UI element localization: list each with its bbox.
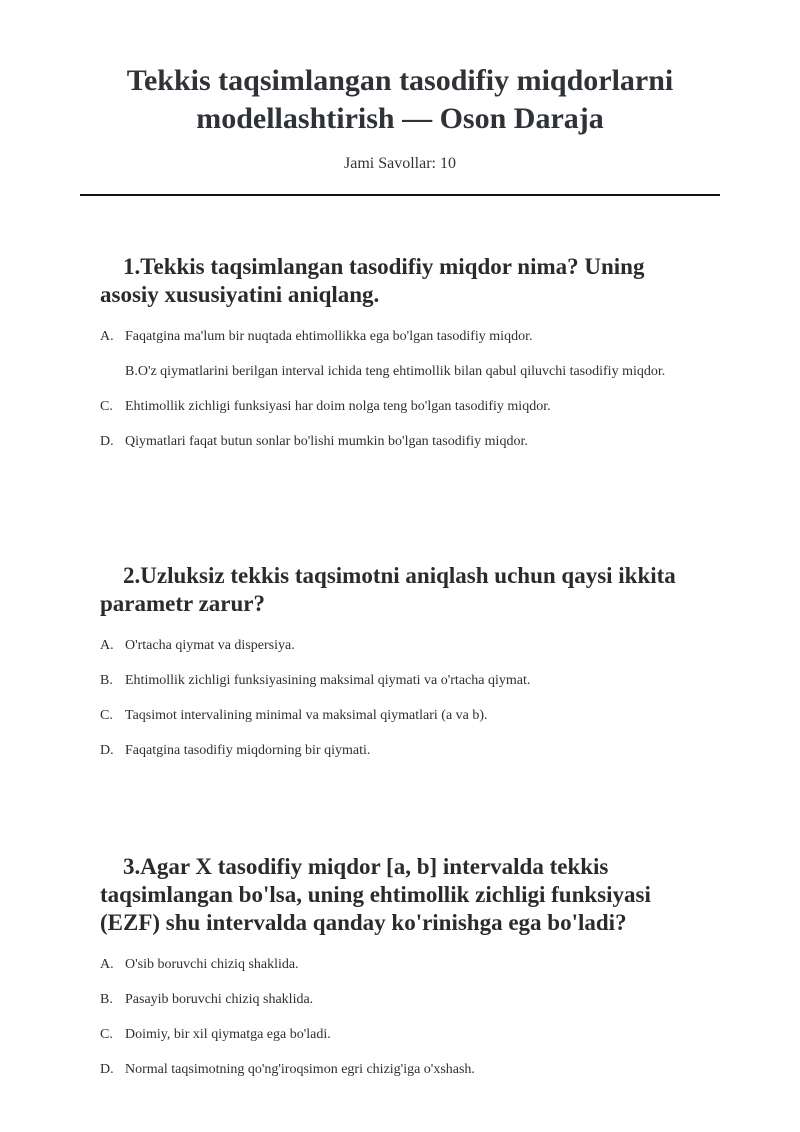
option-d[interactable] bbox=[100, 1060, 700, 1079]
option-text: Faqatgina tasodifiy miqdorning bir qiymati. bbox=[125, 743, 371, 758]
option-d[interactable] bbox=[100, 432, 700, 451]
option-letter: D. bbox=[100, 434, 114, 449]
option-c[interactable] bbox=[100, 397, 700, 416]
option-d[interactable] bbox=[100, 741, 700, 760]
option-letter: A. bbox=[100, 957, 114, 972]
option-text: O'sib boruvchi chiziq shaklida. bbox=[125, 957, 299, 972]
option-letter: A. bbox=[100, 329, 114, 344]
option-text: O'rtacha qiymat va dispersiya. bbox=[125, 638, 295, 653]
question-1 bbox=[100, 253, 700, 467]
option-b[interactable] bbox=[100, 362, 700, 381]
question-3 bbox=[100, 853, 700, 1095]
option-text: Ehtimollik zichligi funksiyasi har doim nolga teng bo'lgan tasodifiy miqdor. bbox=[125, 399, 551, 414]
option-letter: D. bbox=[100, 1062, 114, 1077]
option-text: Doimiy, bir xil qiymatga ega bo'ladi. bbox=[125, 1027, 331, 1042]
option-a[interactable] bbox=[100, 636, 700, 655]
option-text: Faqatgina ma'lum bir nuqtada ehtimollikka ega bo'lgan tasodifiy miqdor. bbox=[125, 329, 533, 344]
option-text: Normal taqsimotning qo'ng'iroqsimon egri chizig'iga o'xshash. bbox=[125, 1062, 475, 1077]
option-c[interactable] bbox=[100, 706, 700, 725]
page-title: Tekkis taqsimlangan tasodifiy miqdorlarni modellashtirish — Oson Daraja bbox=[126, 64, 674, 135]
option-letter: A. bbox=[100, 638, 114, 653]
question-text: 1.Tekkis taqsimlangan tasodifiy miqdor nima? Uning asosiy xususiyatini aniqlang. bbox=[100, 254, 645, 307]
option-a[interactable] bbox=[100, 955, 700, 974]
option-letter: B. bbox=[100, 992, 113, 1007]
option-b[interactable] bbox=[100, 671, 700, 690]
question-2 bbox=[100, 562, 700, 776]
option-b[interactable] bbox=[100, 990, 700, 1009]
option-text: Ehtimollik zichligi funksiyasining maksimal qiymati va o'rtacha qiymat. bbox=[125, 673, 531, 688]
option-c[interactable] bbox=[100, 1025, 700, 1044]
option-letter: C. bbox=[100, 1027, 113, 1042]
option-text: Qiymatlari faqat butun sonlar bo'lishi mumkin bo'lgan tasodifiy miqdor. bbox=[125, 434, 528, 449]
option-text: Taqsimot intervalining minimal va maksimal qiymatlari (a va b). bbox=[125, 708, 488, 723]
option-text: Pasayib boruvchi chiziq shaklida. bbox=[125, 992, 314, 1007]
question-text: 2.Uzluksiz tekkis taqsimotni aniqlash uchun qaysi ikkita parametr zarur? bbox=[100, 563, 676, 616]
divider bbox=[80, 194, 720, 196]
option-text: B.O'z qiymatlarini berilgan interval ichida teng ehtimollik bilan qabul qiluvchi tasodifiy miqdor. bbox=[125, 364, 666, 379]
option-letter: D. bbox=[100, 743, 114, 758]
option-letter: B. bbox=[100, 673, 113, 688]
question-text: 3.Agar X tasodifiy miqdor [a, b] intervalda tekkis taqsimlangan bo'lsa, uning ehtimollik zichligi funksiyasi (EZF) shu intervalda qanday ko'rinishga ega bo'ladi? bbox=[100, 854, 651, 935]
option-letter: C. bbox=[100, 708, 113, 723]
option-a[interactable] bbox=[100, 327, 700, 346]
option-letter: C. bbox=[100, 399, 113, 414]
total-questions: Jami Savollar: 10 bbox=[344, 155, 456, 172]
